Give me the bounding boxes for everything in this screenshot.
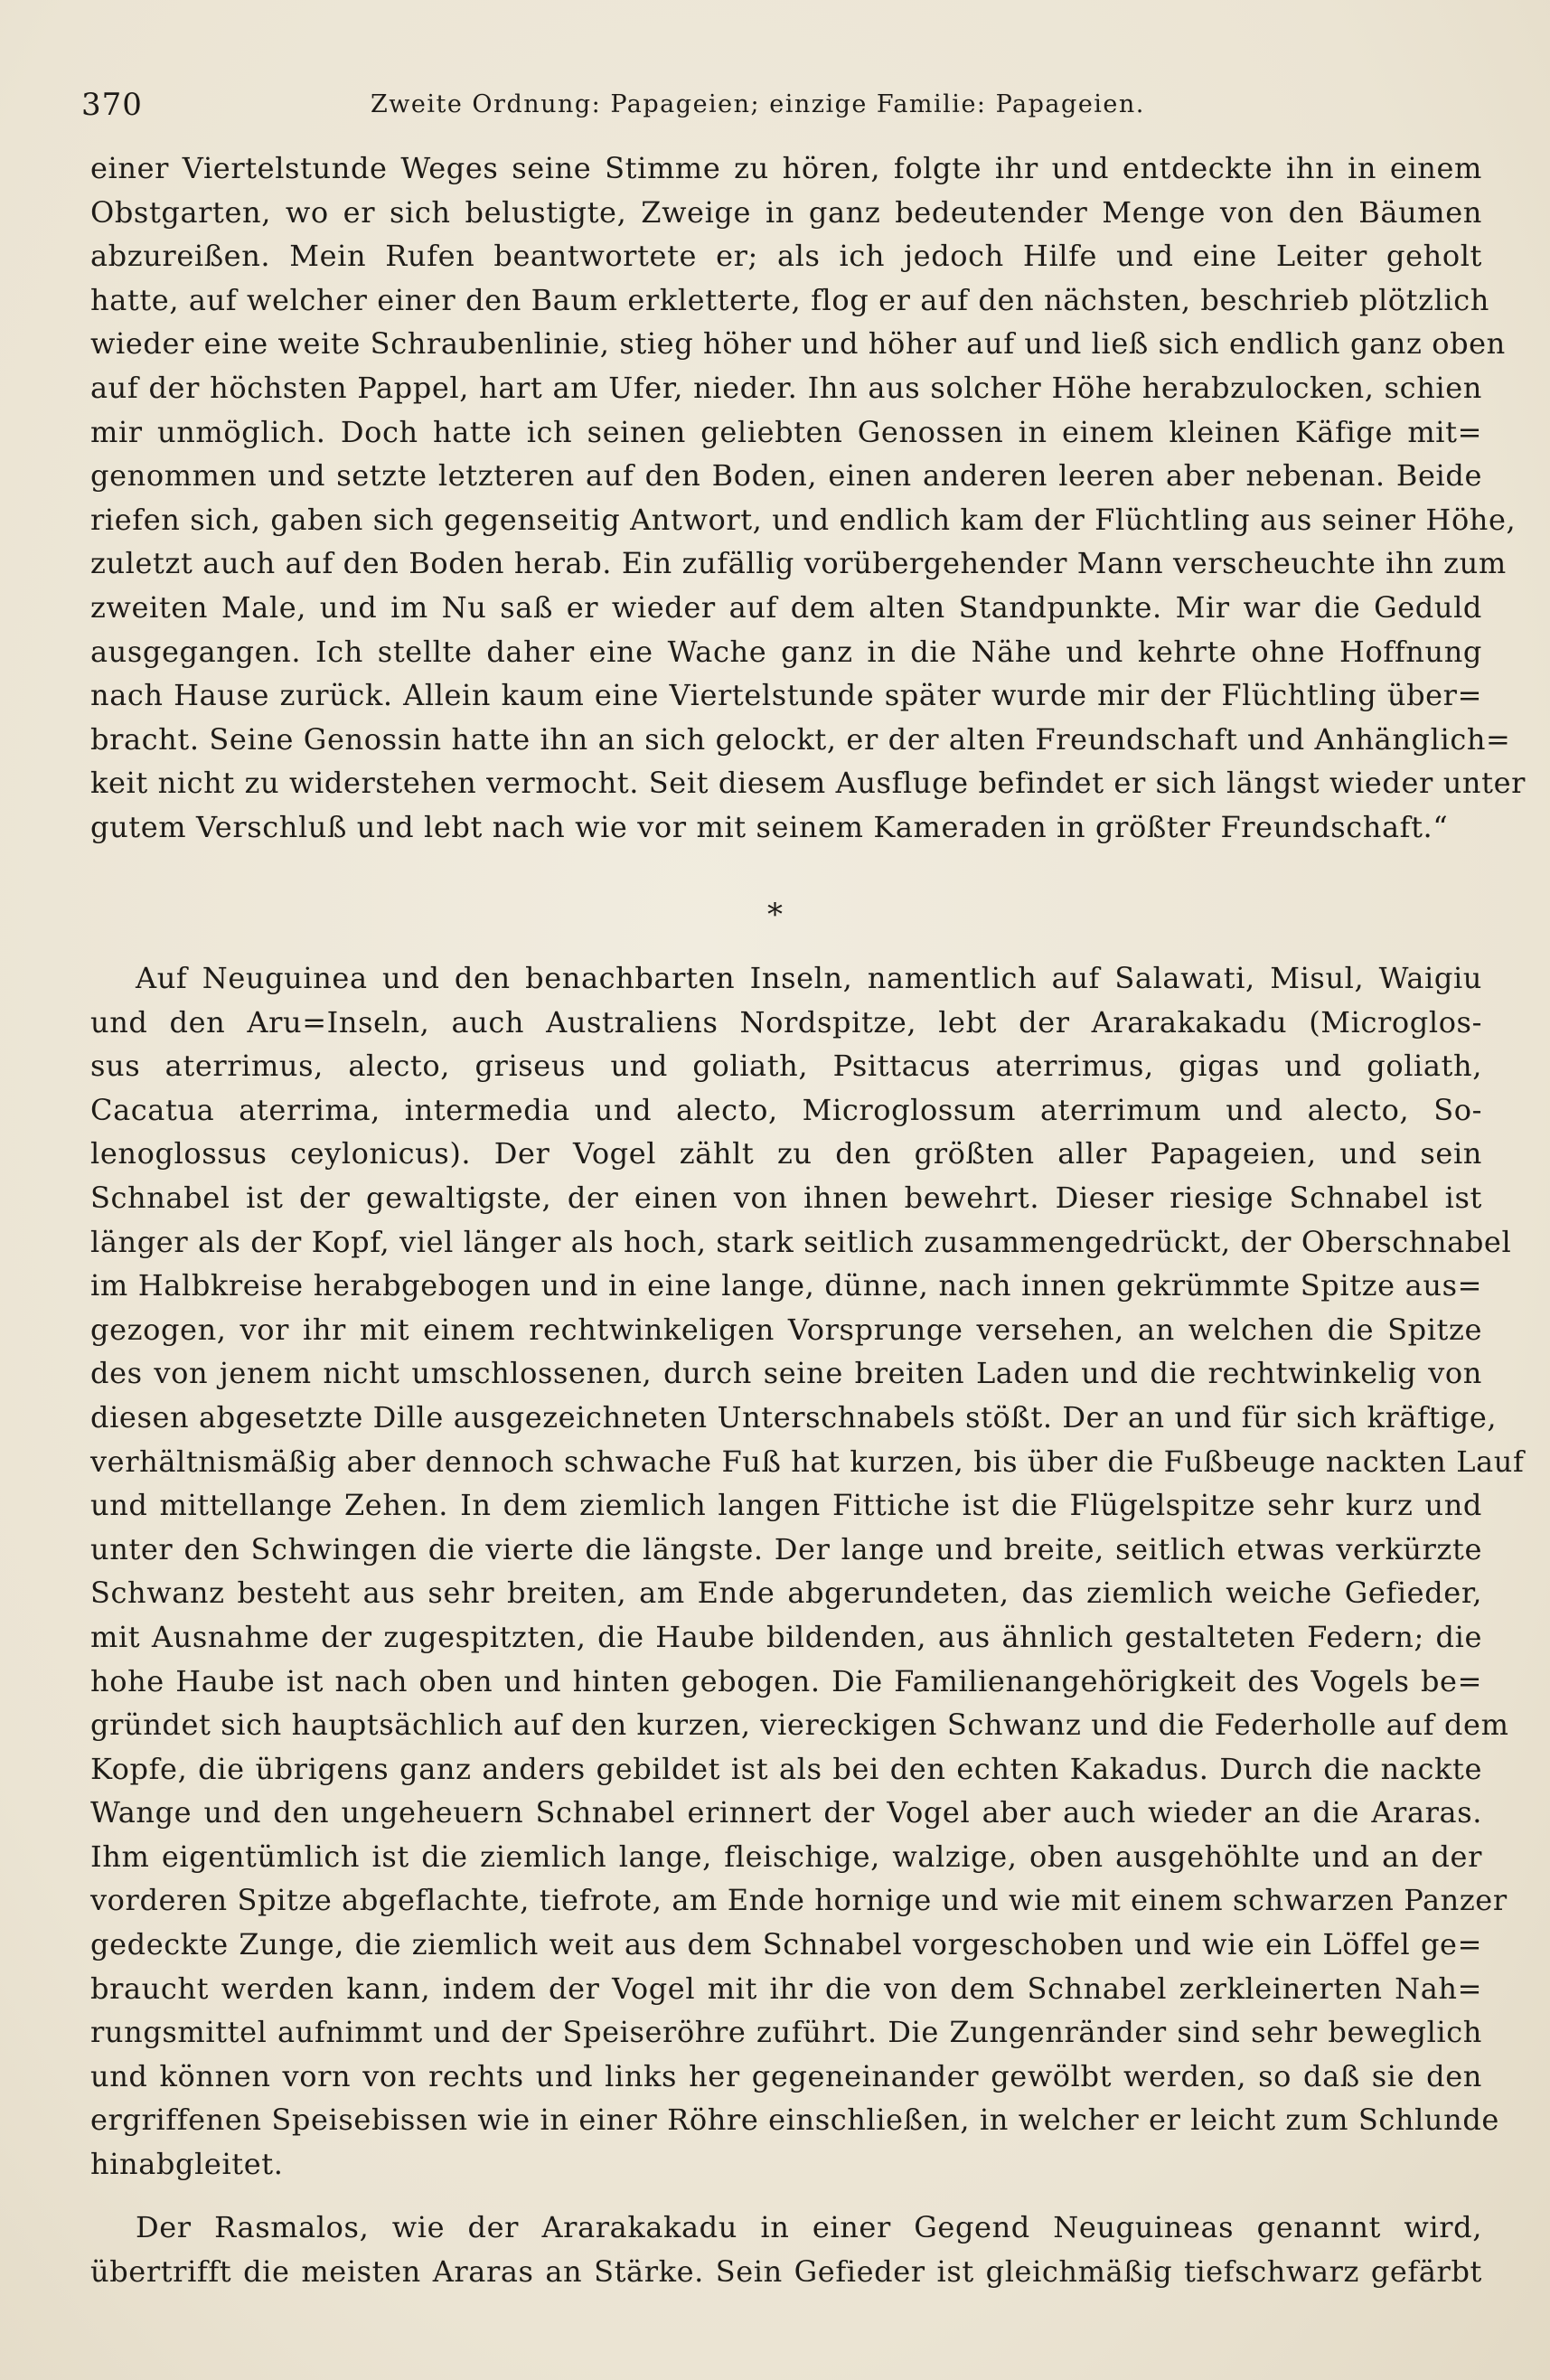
running-head: Zweite Ordnung: Papageien; einzige Familie: Papageien. (371, 90, 1145, 118)
text-line: Schwanz besteht aus sehr breiten, am Ende abgerundeten, das ziemlich weiche Gefieder, (90, 1576, 1482, 1611)
text-line: gutem Verschluß und lebt nach wie vor mit seinem Kameraden in größter Freundschaft.“ (90, 809, 1449, 844)
section-separator: * (767, 897, 783, 933)
text-line: Kopfe, die übrigens ganz anders gebildet ist als bei den echten Kakadus. Durch die nackte (90, 1751, 1482, 1786)
text-line: verhältnismäßig aber dennoch schwache Fuß hat kurzen, bis über die Fußbeuge nackten Lauf (90, 1444, 1525, 1479)
text-line: Wange und den ungeheuern Schnabel erinnert der Vogel aber auch wieder an die Araras. (90, 1795, 1482, 1830)
paragraph-rasmalos (90, 2206, 1482, 2293)
text-line: ergriffenen Speisebissen wie in einer Röhre einschließen, in welcher er leicht zum Schlunde (90, 2102, 1499, 2138)
paragraph-continuation (90, 146, 1527, 850)
text-line: lenoglossus ceylonicus). Der Vogel zählt zu den größten aller Papageien, und sein (90, 1136, 1482, 1171)
text-line: und mittellange Zehen. In dem ziemlich langen Fittiche ist die Flügelspitze sehr kurz und (90, 1488, 1482, 1523)
text-line: bracht. Seine Genossin hatte ihn an sich gelockt, er der alten Freundschaft und Anhänglich= (90, 721, 1511, 757)
text-line: hohe Haube ist nach oben und hinten gebogen. Die Familienangehörigkeit des Vogels be= (90, 1663, 1482, 1698)
text-line: länger als der Kopf, viel länger als hoch, stark seitlich zusammengedrückt, der Oberschnabel (90, 1224, 1512, 1259)
text-line: im Halbkreise herabgebogen und in eine lange, dünne, nach innen gekrümmte Spitze aus= (90, 1268, 1482, 1303)
text-line: keit nicht zu widerstehen vermocht. Seit diesem Ausfluge befindet er sich längst wieder unter (90, 766, 1527, 801)
text-line: unter den Schwingen die vierte die längste. Der lange und breite, seitlich etwas verkürzte (90, 1531, 1482, 1566)
text-line: mir unmöglich. Doch hatte ich seinen geliebten Genossen in einem kleinen Käfige mit= (90, 414, 1482, 449)
text-line: ausgegangen. Ich stellte daher eine Wache ganz in die Nähe und kehrte ohne Hoffnung (90, 634, 1482, 669)
text-line: hinabgleitet. (90, 2147, 284, 2182)
text-line: auf der höchsten Pappel, hart am Ufer, nieder. Ihn aus solcher Höhe herabzulocken, schien (90, 370, 1482, 405)
text-line: Ihm eigentümlich ist die ziemlich lange, fleischige, walzige, oben ausgehöhlte und an der (90, 1839, 1482, 1874)
text-line: sus aterrimus, alecto, griseus und goliath, Psittacus aterrimus, gigas und goliath, (90, 1049, 1482, 1084)
text-line: braucht werden kann, indem der Vogel mit ihr die von dem Schnabel zerkleinerten Nah= (90, 1971, 1482, 2006)
text-line: Auf Neuguinea und den benachbarten Inseln, namentlich auf Salawati, Misul, Waigiu (136, 961, 1482, 995)
text-line: hatte, auf welcher einer den Baum erkletterte, flog er auf den nächsten, beschrieb plötzlich (90, 282, 1489, 317)
text-line: gründet sich hauptsächlich auf den kurzen, viereckigen Schwanz und die Federholle auf dem (90, 1707, 1509, 1743)
page-number: 370 (81, 87, 143, 123)
text-line: wieder eine weite Schraubenlinie, stieg höher und höher auf und ließ sich endlich ganz oben (90, 326, 1506, 362)
text-line: gezogen, vor ihr mit einem rechtwinkeligen Vorsprunge versehen, an welchen die Spitze (90, 1312, 1482, 1347)
text-line: einer Viertelstunde Weges seine Stimme zu hören, folgte ihr und entdeckte ihn in einem (90, 151, 1482, 185)
text-line: Cacatua aterrima, intermedia und alecto, Microglossum aterrimum und alecto, So- (90, 1092, 1482, 1127)
text-line: Obstgarten, wo er sich belustigte, Zweige in ganz bedeutender Menge von den Bäumen (90, 194, 1482, 230)
text-line: nach Hause zurück. Allein kaum eine Viertelstunde später wurde mir der Flüchtling über= (90, 678, 1482, 713)
text-line: übertrifft die meisten Araras an Stärke. Sein Gefieder ist gleichmäßig tiefschwarz gefärbt (90, 2253, 1482, 2289)
text-line: und den Aru=Inseln, auch Australiens Nordspitze, lebt der Ararakakadu (Microglos- (90, 1004, 1482, 1039)
text-line: zuletzt auch auf den Boden herab. Ein zufällig vorübergehender Mann verscheuchte ihn zum (90, 546, 1507, 581)
text-line: Der Rasmalos, wie der Ararakakadu in einer Gegend Neuguineas genannt wird, (136, 2210, 1482, 2244)
text-line: riefen sich, gaben sich gegenseitig Antwort, und endlich kam der Flüchtling aus seiner Höhe, (90, 502, 1517, 537)
text-line: diesen abgesetzte Dille ausgezeichneten Unterschnabels stößt. Der an und für sich kräftige, (90, 1399, 1498, 1435)
text-line: gedeckte Zunge, die ziemlich weit aus dem Schnabel vorgeschoben und wie ein Löffel ge= (90, 1927, 1482, 1962)
paragraph-ararakakadu (90, 956, 1525, 2187)
text-line: abzureißen. Mein Rufen beantwortete er; als ich jedoch Hilfe und eine Leiter geholt (90, 239, 1482, 274)
text-line: und können vorn von rechts und links her gegeneinander gewölbt werden, so daß sie den (90, 2058, 1482, 2093)
text-line: zweiten Male, und im Nu saß er wieder auf dem alten Standpunkte. Mir war die Geduld (90, 589, 1482, 625)
text-line: rungsmittel aufnimmt und der Speiseröhre zuführt. Die Zungenränder sind sehr beweglich (90, 2015, 1482, 2050)
text-line: des von jenem nicht umschlossenen, durch seine breiten Laden und die rechtwinkelig von (90, 1356, 1482, 1391)
text-line: vorderen Spitze abgeflachte, tiefrote, am Ende hornige und wie mit einem schwarzen Panzer (90, 1883, 1508, 1918)
text-line: genommen und setzte letzteren auf den Boden, einen anderen leeren aber nebenan. Beide (90, 458, 1482, 494)
page-header (81, 87, 1482, 123)
text-line: Schnabel ist der gewaltigste, der einen von ihnen bewehrt. Dieser riesige Schnabel ist (90, 1180, 1482, 1215)
text-line: mit Ausnahme der zugespitzten, die Haube bildenden, aus ähnlich gestalteten Federn; die (90, 1619, 1482, 1654)
